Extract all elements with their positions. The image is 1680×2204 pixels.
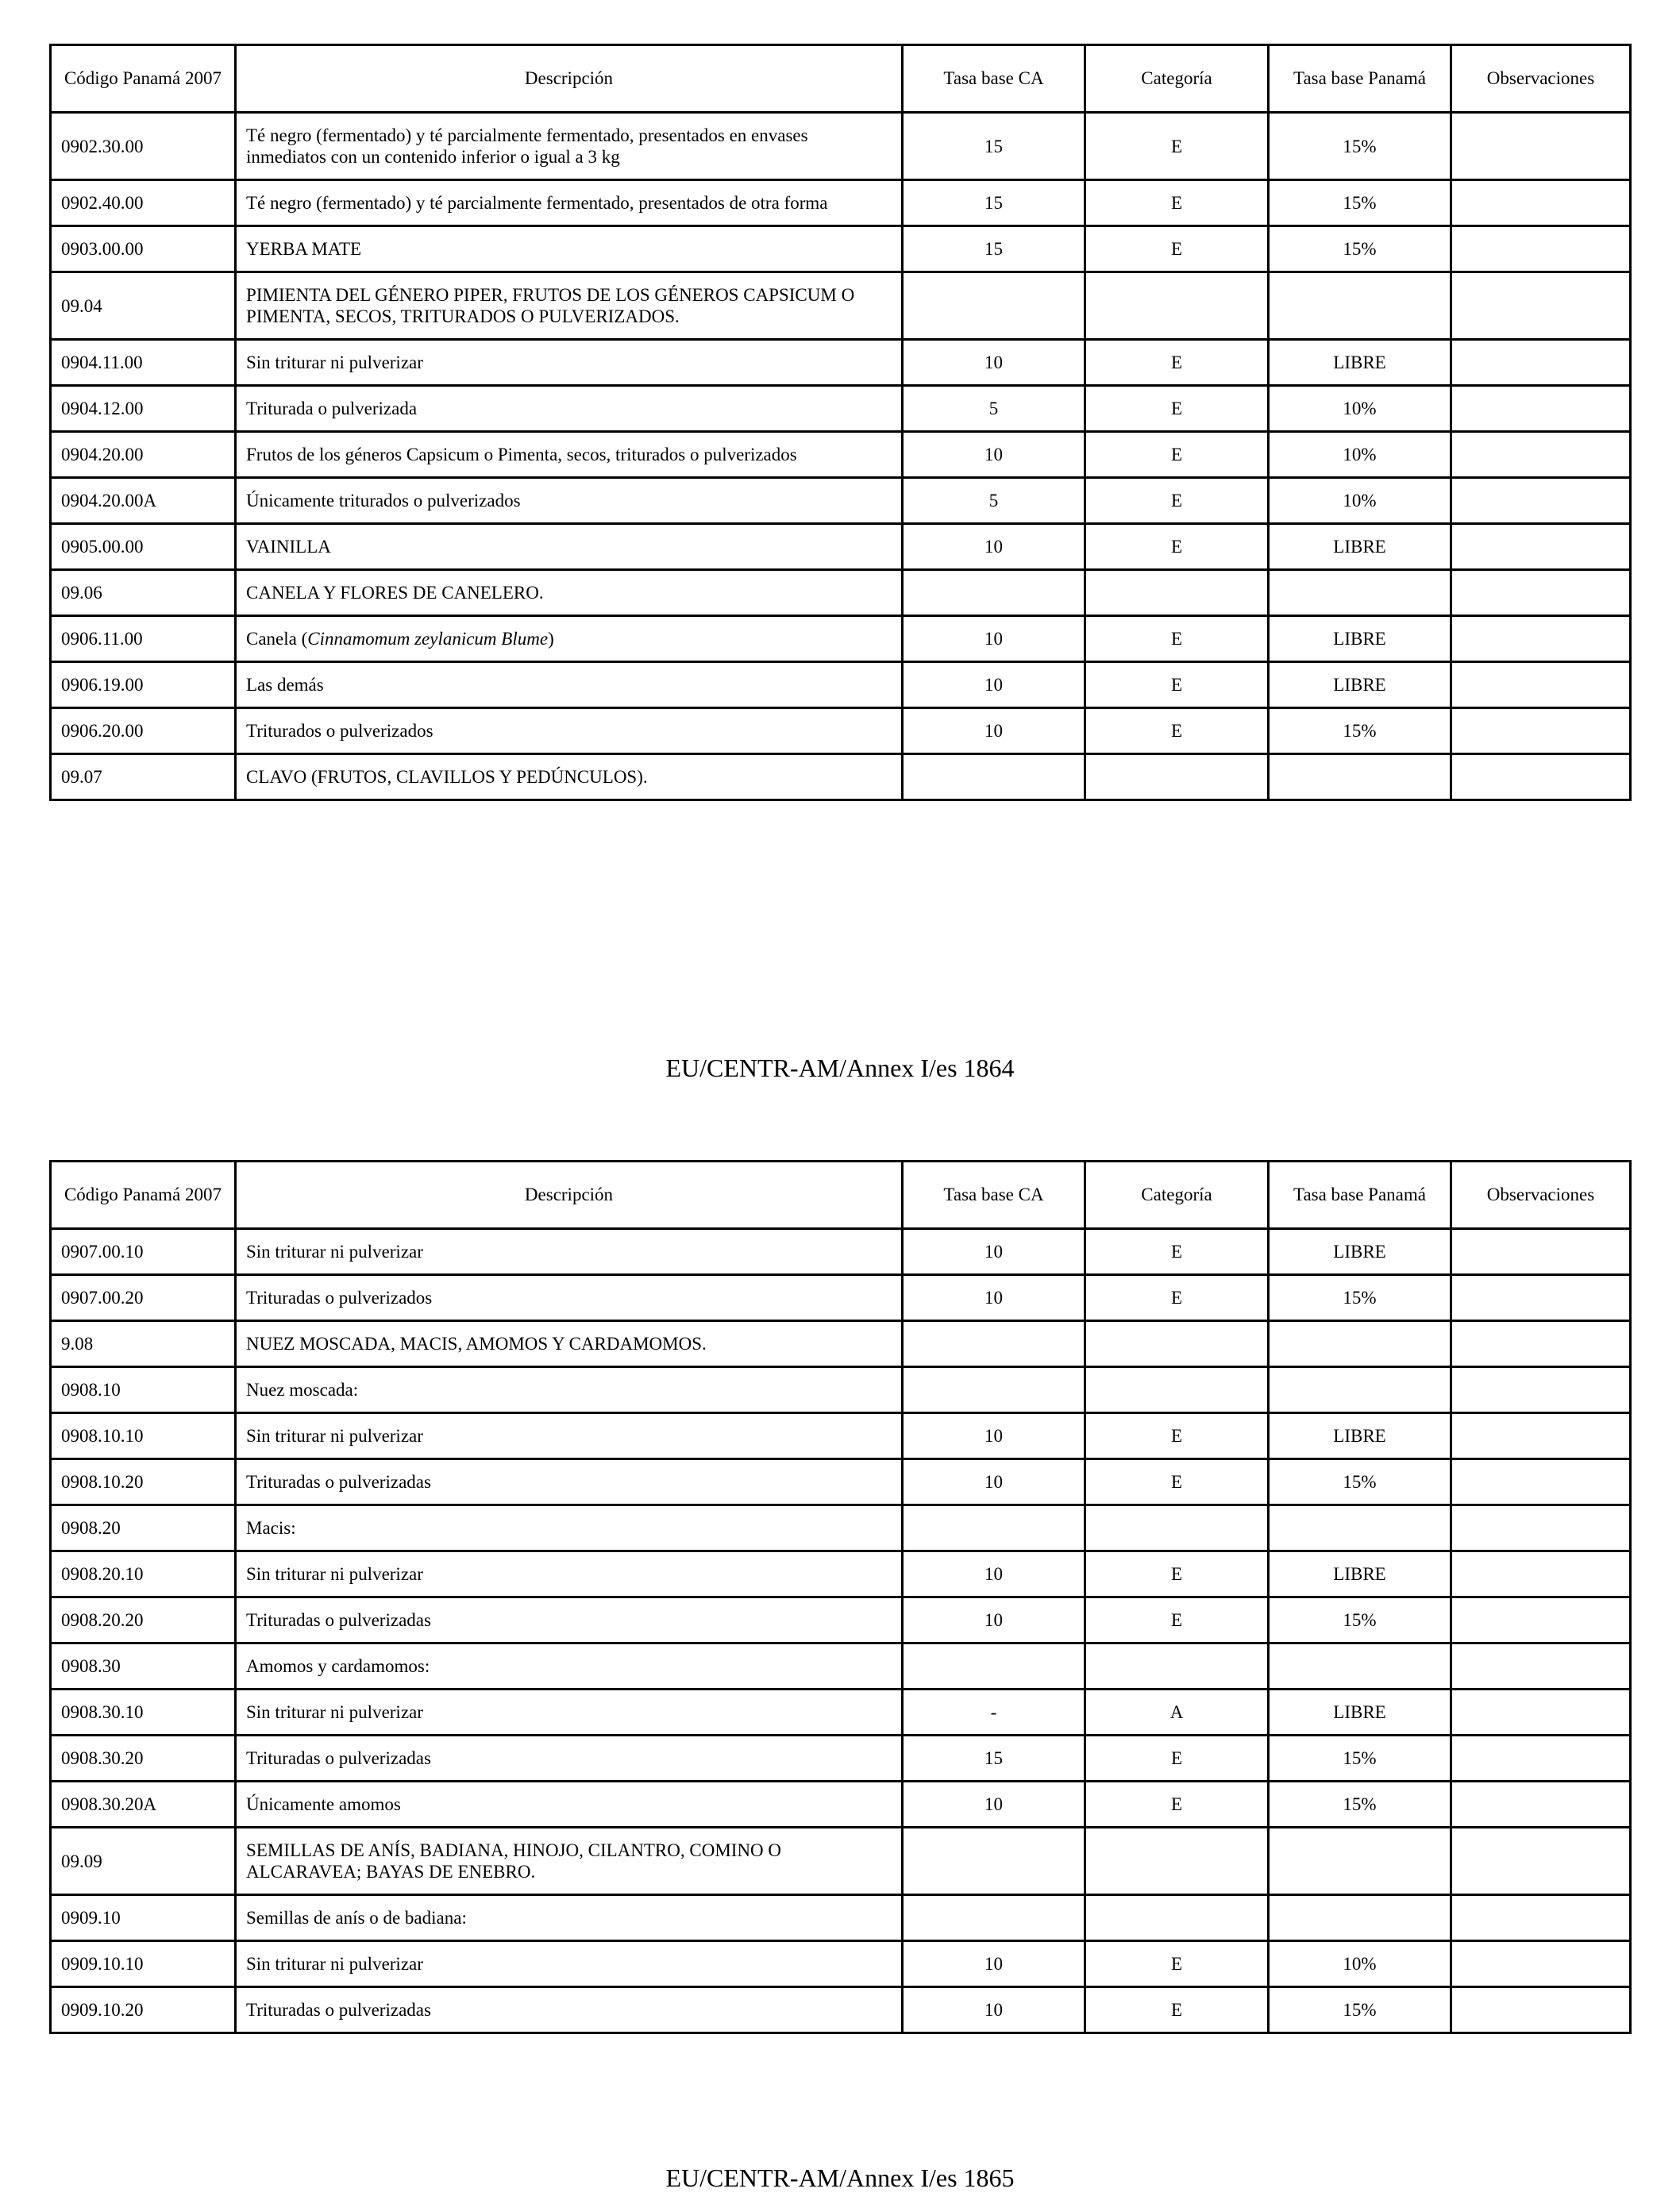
code-cell: 0908.10 xyxy=(51,1367,236,1413)
header-category: Categoría xyxy=(1085,1162,1269,1229)
table-row xyxy=(51,226,1631,272)
base-rate-panama-cell: 15% xyxy=(1269,113,1451,180)
table-row xyxy=(51,1505,1631,1551)
scientific-name: Cinnamomum zeylanicum Blume xyxy=(307,629,549,649)
base-rate-ca-cell: 10 xyxy=(903,708,1085,754)
observations-cell xyxy=(1451,1987,1631,2033)
table-row xyxy=(51,524,1631,570)
base-rate-ca-cell: 10 xyxy=(903,1275,1085,1321)
code-cell: 9.08 xyxy=(51,1321,236,1367)
category-cell: E xyxy=(1085,1987,1269,2033)
category-cell xyxy=(1085,1895,1269,1941)
table-row xyxy=(51,616,1631,662)
description-cell: CLAVO (FRUTOS, CLAVILLOS Y PEDÚNCULOS). xyxy=(236,754,903,800)
observations-cell xyxy=(1451,478,1631,524)
base-rate-ca-cell: - xyxy=(903,1690,1085,1736)
table-row xyxy=(51,272,1631,340)
table-row xyxy=(51,1987,1631,2033)
table-row xyxy=(51,708,1631,754)
base-rate-ca-cell: 5 xyxy=(903,478,1085,524)
table-row xyxy=(51,1275,1631,1321)
base-rate-panama-cell xyxy=(1269,1321,1451,1367)
description-cell: Sin triturar ni pulverizar xyxy=(236,1941,903,1987)
category-cell xyxy=(1085,1367,1269,1413)
base-rate-ca-cell xyxy=(903,1643,1085,1690)
description-cell: Trituradas o pulverizadas xyxy=(236,1736,903,1782)
base-rate-ca-cell: 10 xyxy=(903,1229,1085,1275)
category-cell: E xyxy=(1085,226,1269,272)
base-rate-ca-cell: 10 xyxy=(903,616,1085,662)
observations-cell xyxy=(1451,754,1631,800)
base-rate-panama-cell: 15% xyxy=(1269,226,1451,272)
base-rate-panama-cell: 15% xyxy=(1269,1275,1451,1321)
code-cell: 0908.10.10 xyxy=(51,1413,236,1459)
base-rate-ca-cell: 15 xyxy=(903,1736,1085,1782)
observations-cell xyxy=(1451,1941,1631,1987)
code-cell: 0908.10.20 xyxy=(51,1459,236,1505)
base-rate-ca-cell: 10 xyxy=(903,1459,1085,1505)
description-cell: Sin triturar ni pulverizar xyxy=(236,1229,903,1275)
base-rate-panama-cell: 15% xyxy=(1269,1782,1451,1828)
base-rate-panama-cell: LIBRE xyxy=(1269,662,1451,708)
code-cell: 0906.11.00 xyxy=(51,616,236,662)
table-row xyxy=(51,662,1631,708)
base-rate-panama-cell: 10% xyxy=(1269,432,1451,478)
base-rate-ca-cell: 10 xyxy=(903,1987,1085,2033)
category-cell: E xyxy=(1085,478,1269,524)
category-cell xyxy=(1085,272,1269,340)
observations-cell xyxy=(1451,226,1631,272)
code-cell: 0908.20.20 xyxy=(51,1597,236,1643)
category-cell: E xyxy=(1085,1551,1269,1597)
description-cell: YERBA MATE xyxy=(236,226,903,272)
table-row xyxy=(51,1551,1631,1597)
category-cell xyxy=(1085,1321,1269,1367)
category-cell: E xyxy=(1085,1459,1269,1505)
base-rate-ca-cell xyxy=(903,570,1085,616)
table-row xyxy=(51,432,1631,478)
base-rate-ca-cell: 10 xyxy=(903,662,1085,708)
observations-cell xyxy=(1451,1459,1631,1505)
description-cell: Té negro (fermentado) y té parcialmente fermentado, presentados de otra forma xyxy=(236,180,903,226)
category-cell xyxy=(1085,1828,1269,1895)
code-cell: 09.07 xyxy=(51,754,236,800)
table-row xyxy=(51,1459,1631,1505)
category-cell: E xyxy=(1085,113,1269,180)
description-cell: Sin triturar ni pulverizar xyxy=(236,1690,903,1736)
base-rate-ca-cell: 10 xyxy=(903,432,1085,478)
category-cell: E xyxy=(1085,386,1269,432)
base-rate-panama-cell: 10% xyxy=(1269,386,1451,432)
category-cell xyxy=(1085,570,1269,616)
observations-cell xyxy=(1451,1736,1631,1782)
description-cell: Triturada o pulverizada xyxy=(236,386,903,432)
base-rate-ca-cell: 15 xyxy=(903,226,1085,272)
code-cell: 0906.19.00 xyxy=(51,662,236,708)
table-header-row xyxy=(51,1162,1631,1229)
description-text: ) xyxy=(548,629,554,649)
base-rate-panama-cell: LIBRE xyxy=(1269,1551,1451,1597)
category-cell: E xyxy=(1085,180,1269,226)
code-cell: 0908.20.10 xyxy=(51,1551,236,1597)
code-cell: 0907.00.10 xyxy=(51,1229,236,1275)
table-row xyxy=(51,340,1631,386)
base-rate-panama-cell xyxy=(1269,272,1451,340)
observations-cell xyxy=(1451,272,1631,340)
header-base-rate-ca: Tasa base CA xyxy=(903,45,1085,113)
code-cell: 0908.30.20 xyxy=(51,1736,236,1782)
category-cell: E xyxy=(1085,1941,1269,1987)
description-cell: Semillas de anís o de badiana: xyxy=(236,1895,903,1941)
base-rate-panama-cell xyxy=(1269,1895,1451,1941)
observations-cell xyxy=(1451,1413,1631,1459)
base-rate-panama-cell: LIBRE xyxy=(1269,524,1451,570)
description-cell: NUEZ MOSCADA, MACIS, AMOMOS Y CARDAMOMOS. xyxy=(236,1321,903,1367)
base-rate-ca-cell: 10 xyxy=(903,1782,1085,1828)
description-cell: Trituradas o pulverizadas xyxy=(236,1987,903,2033)
observations-cell xyxy=(1451,180,1631,226)
observations-cell xyxy=(1451,708,1631,754)
code-cell: 0904.11.00 xyxy=(51,340,236,386)
table-row xyxy=(51,1321,1631,1367)
base-rate-panama-cell xyxy=(1269,570,1451,616)
table-row xyxy=(51,1941,1631,1987)
base-rate-panama-cell: 10% xyxy=(1269,478,1451,524)
description-cell: VAINILLA xyxy=(236,524,903,570)
base-rate-panama-cell: 15% xyxy=(1269,180,1451,226)
code-cell: 09.09 xyxy=(51,1828,236,1895)
observations-cell xyxy=(1451,662,1631,708)
description-cell: Macis: xyxy=(236,1505,903,1551)
code-cell: 0905.00.00 xyxy=(51,524,236,570)
description-cell: Sin triturar ni pulverizar xyxy=(236,340,903,386)
category-cell: E xyxy=(1085,708,1269,754)
base-rate-ca-cell: 5 xyxy=(903,386,1085,432)
base-rate-panama-cell: 10% xyxy=(1269,1941,1451,1987)
base-rate-panama-cell: 15% xyxy=(1269,708,1451,754)
table-row xyxy=(51,754,1631,800)
category-cell: E xyxy=(1085,616,1269,662)
description-cell: Las demás xyxy=(236,662,903,708)
page-footer: EU/CENTR-AM/Annex I/es 1864 xyxy=(665,1054,1015,1082)
category-cell: E xyxy=(1085,662,1269,708)
header-base-rate-ca: Tasa base CA xyxy=(903,1162,1085,1229)
header-category: Categoría xyxy=(1085,45,1269,113)
base-rate-ca-cell: 10 xyxy=(903,1941,1085,1987)
description-cell: Únicamente amomos xyxy=(236,1782,903,1828)
base-rate-panama-cell: LIBRE xyxy=(1269,1229,1451,1275)
header-code: Código Panamá 2007 xyxy=(51,1162,236,1229)
observations-cell xyxy=(1451,1505,1631,1551)
base-rate-ca-cell xyxy=(903,754,1085,800)
base-rate-panama-cell: 15% xyxy=(1269,1736,1451,1782)
base-rate-panama-cell: 15% xyxy=(1269,1597,1451,1643)
table-row xyxy=(51,1367,1631,1413)
observations-cell xyxy=(1451,1782,1631,1828)
category-cell: E xyxy=(1085,1413,1269,1459)
code-cell: 0908.30 xyxy=(51,1643,236,1690)
table-row xyxy=(51,113,1631,180)
description-cell: Trituradas o pulverizados xyxy=(236,1275,903,1321)
description-cell: Nuez moscada: xyxy=(236,1367,903,1413)
observations-cell xyxy=(1451,1275,1631,1321)
observations-cell xyxy=(1451,1690,1631,1736)
table-row xyxy=(51,478,1631,524)
category-cell: E xyxy=(1085,1736,1269,1782)
observations-cell xyxy=(1451,1643,1631,1690)
base-rate-ca-cell xyxy=(903,1828,1085,1895)
category-cell xyxy=(1085,1643,1269,1690)
base-rate-ca-cell: 15 xyxy=(903,113,1085,180)
code-cell: 0903.00.00 xyxy=(51,226,236,272)
code-cell: 0908.20 xyxy=(51,1505,236,1551)
description-cell: SEMILLAS DE ANÍS, BADIANA, HINOJO, CILANTRO, COMINO O ALCARAVEA; BAYAS DE ENEBRO. xyxy=(236,1828,903,1895)
base-rate-ca-cell: 10 xyxy=(903,1551,1085,1597)
category-cell xyxy=(1085,1505,1269,1551)
observations-cell xyxy=(1451,113,1631,180)
observations-cell xyxy=(1451,1895,1631,1941)
tariff-table-page-1865 xyxy=(49,1160,1632,2034)
header-observations: Observaciones xyxy=(1451,45,1631,113)
base-rate-ca-cell xyxy=(903,1367,1085,1413)
category-cell xyxy=(1085,754,1269,800)
base-rate-ca-cell: 10 xyxy=(903,340,1085,386)
table-row xyxy=(51,1597,1631,1643)
base-rate-ca-cell xyxy=(903,1505,1085,1551)
base-rate-panama-cell xyxy=(1269,754,1451,800)
code-cell: 0907.00.20 xyxy=(51,1275,236,1321)
observations-cell xyxy=(1451,340,1631,386)
table-row xyxy=(51,180,1631,226)
header-code: Código Panamá 2007 xyxy=(51,45,236,113)
code-cell: 0909.10 xyxy=(51,1895,236,1941)
base-rate-ca-cell xyxy=(903,1895,1085,1941)
description-cell: Únicamente triturados o pulverizados xyxy=(236,478,903,524)
observations-cell xyxy=(1451,386,1631,432)
description-cell: CANELA Y FLORES DE CANELERO. xyxy=(236,570,903,616)
code-cell: 0904.20.00A xyxy=(51,478,236,524)
header-base-rate-panama: Tasa base Panamá xyxy=(1269,45,1451,113)
description-cell: Trituradas o pulverizadas xyxy=(236,1597,903,1643)
base-rate-ca-cell xyxy=(903,272,1085,340)
table-row xyxy=(51,1895,1631,1941)
tariff-table-page-1864 xyxy=(49,44,1632,801)
header-observations: Observaciones xyxy=(1451,1162,1631,1229)
observations-cell xyxy=(1451,1367,1631,1413)
table-row xyxy=(51,1229,1631,1275)
category-cell: E xyxy=(1085,1229,1269,1275)
description-cell: Té negro (fermentado) y té parcialmente fermentado, presentados en envases inmediatos con un contenido inferior o igual a 3 kg xyxy=(236,113,903,180)
table-row xyxy=(51,1643,1631,1690)
base-rate-ca-cell: 10 xyxy=(903,524,1085,570)
table-row xyxy=(51,1828,1631,1895)
code-cell: 0909.10.10 xyxy=(51,1941,236,1987)
base-rate-panama-cell: LIBRE xyxy=(1269,340,1451,386)
base-rate-panama-cell: LIBRE xyxy=(1269,1690,1451,1736)
code-cell: 0904.20.00 xyxy=(51,432,236,478)
table-row xyxy=(51,1782,1631,1828)
base-rate-panama-cell: 15% xyxy=(1269,1459,1451,1505)
category-cell: E xyxy=(1085,524,1269,570)
table-row xyxy=(51,570,1631,616)
category-cell: A xyxy=(1085,1690,1269,1736)
base-rate-panama-cell: LIBRE xyxy=(1269,616,1451,662)
table-row xyxy=(51,386,1631,432)
description-cell xyxy=(236,616,903,662)
table-row xyxy=(51,1690,1631,1736)
description-cell: Sin triturar ni pulverizar xyxy=(236,1413,903,1459)
page-footer: EU/CENTR-AM/Annex I/es 1865 xyxy=(665,2164,1015,2192)
code-cell: 09.06 xyxy=(51,570,236,616)
category-cell: E xyxy=(1085,1782,1269,1828)
description-cell: Sin triturar ni pulverizar xyxy=(236,1551,903,1597)
observations-cell xyxy=(1451,1551,1631,1597)
observations-cell xyxy=(1451,524,1631,570)
base-rate-panama-cell xyxy=(1269,1828,1451,1895)
code-cell: 0906.20.00 xyxy=(51,708,236,754)
table-row xyxy=(51,1413,1631,1459)
description-cell: PIMIENTA DEL GÉNERO PIPER, FRUTOS DE LOS GÉNEROS CAPSICUM O PIMENTA, SECOS, TRITURADOS O PULVERIZADOS. xyxy=(236,272,903,340)
observations-cell xyxy=(1451,1597,1631,1643)
code-cell: 0904.12.00 xyxy=(51,386,236,432)
table-header-row xyxy=(51,45,1631,113)
description-cell: Amomos y cardamomos: xyxy=(236,1643,903,1690)
description-cell: Trituradas o pulverizadas xyxy=(236,1459,903,1505)
observations-cell xyxy=(1451,1229,1631,1275)
base-rate-panama-cell xyxy=(1269,1367,1451,1413)
observations-cell xyxy=(1451,432,1631,478)
base-rate-ca-cell xyxy=(903,1321,1085,1367)
category-cell: E xyxy=(1085,1597,1269,1643)
base-rate-ca-cell: 10 xyxy=(903,1413,1085,1459)
description-cell: Frutos de los géneros Capsicum o Pimenta, secos, triturados o pulverizados xyxy=(236,432,903,478)
base-rate-panama-cell xyxy=(1269,1505,1451,1551)
code-cell: 0908.30.20A xyxy=(51,1782,236,1828)
header-description: Descripción xyxy=(236,1162,903,1229)
code-cell: 09.04 xyxy=(51,272,236,340)
base-rate-panama-cell xyxy=(1269,1643,1451,1690)
category-cell: E xyxy=(1085,1275,1269,1321)
table-row xyxy=(51,1736,1631,1782)
code-cell: 0909.10.20 xyxy=(51,1987,236,2033)
base-rate-ca-cell: 10 xyxy=(903,1597,1085,1643)
description-text: Canela ( xyxy=(246,629,308,649)
observations-cell xyxy=(1451,1321,1631,1367)
header-description: Descripción xyxy=(236,45,903,113)
observations-cell xyxy=(1451,570,1631,616)
code-cell: 0908.30.10 xyxy=(51,1690,236,1736)
category-cell: E xyxy=(1085,340,1269,386)
category-cell: E xyxy=(1085,432,1269,478)
code-cell: 0902.40.00 xyxy=(51,180,236,226)
observations-cell xyxy=(1451,1828,1631,1895)
header-base-rate-panama: Tasa base Panamá xyxy=(1269,1162,1451,1229)
observations-cell xyxy=(1451,616,1631,662)
description-cell: Triturados o pulverizados xyxy=(236,708,903,754)
base-rate-ca-cell: 15 xyxy=(903,180,1085,226)
code-cell: 0902.30.00 xyxy=(51,113,236,180)
base-rate-panama-cell: 15% xyxy=(1269,1987,1451,2033)
base-rate-panama-cell: LIBRE xyxy=(1269,1413,1451,1459)
